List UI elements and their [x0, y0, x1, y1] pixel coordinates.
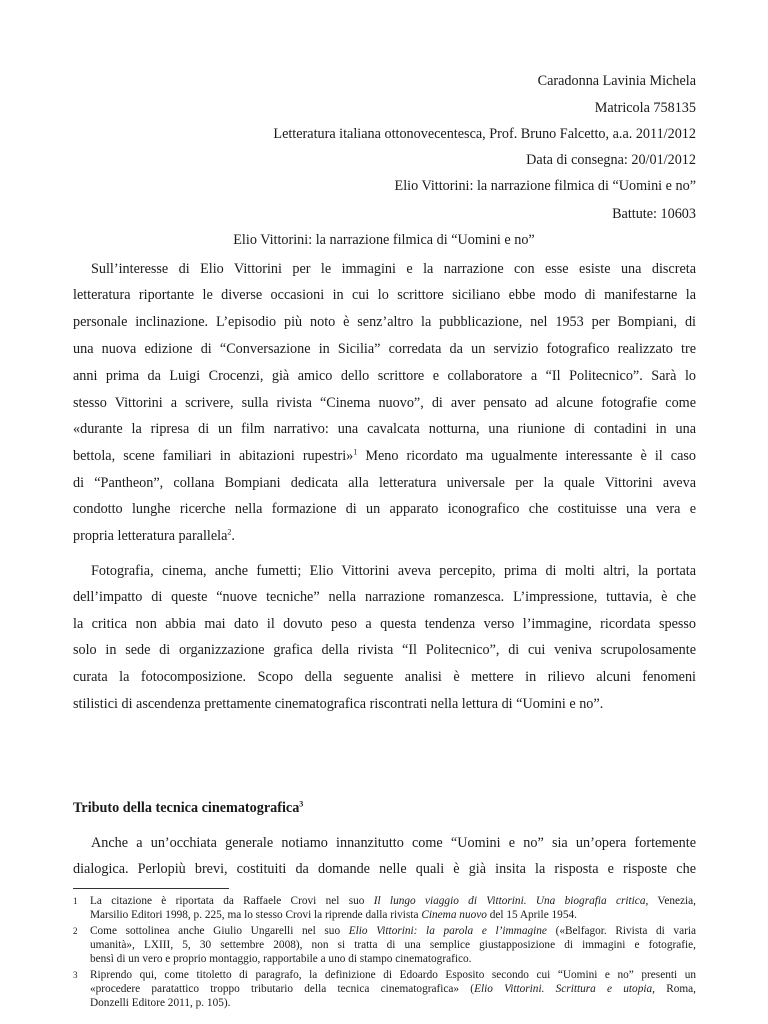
- text-line: la critica non abbia mai dato il dovuto peso a questa tendenza verso l’immagine, ricordata spesso: [73, 616, 696, 632]
- text-line: condotto lunghe ricerche nella formazione di un apparato iconografico che costituisse una vera e: [73, 501, 696, 517]
- character-count: Battute: 10603: [612, 206, 696, 222]
- text-line: «durante la ripresa di un film narrativo: una cavalcata notturna, una riunione di contadini in una: [73, 421, 696, 437]
- footnote-line: umanità», LXIII, 5, 30 settembre 2008), non si tratta di una semplice giustapposizione di immagini e fotografie,: [90, 939, 696, 951]
- text-line: stilistici di ascendenza prettamente cinematografica riscontrati nella lettura di “Uomini e no”.: [73, 696, 604, 712]
- footnote-number: 3: [73, 970, 78, 980]
- text-line: propria letteratura parallela$^2$.: [73, 527, 235, 544]
- author-name: Caradonna Lavinia Michela: [537, 73, 696, 89]
- footnote-separator: [73, 888, 229, 889]
- footnote-line: bensì di un vero e proprio montaggio, rapportabile a uno di stampo cinematografico.: [90, 953, 472, 965]
- footnote-line: Marsilio Editori 1998, p. 225, ma lo stesso Crovi la riprende dalla rivista Cinema nuovo del 15 Aprile 1954.: [90, 909, 577, 921]
- footnote-3: [73, 968, 696, 1012]
- subject-line: Elio Vittorini: la narrazione filmica di “Uomini e no”: [394, 178, 696, 194]
- footnote-number: 1: [73, 896, 78, 906]
- text-line: personale inclinazione. L’episodio più noto è senz’altro la pubblicazione, nel 1953 per Bompiani, di: [73, 314, 696, 330]
- footnote-line: Come sottolinea anche Giulio Ungarelli nel suo Elio Vittorini: la parola e l’immagine («Belfagor. Rivista di varia: [90, 925, 697, 937]
- text-line: anni prima da Luigi Crocenzi, già amico dello scrittore e collaboratore a “Il Politecnico”. Sarà lo: [73, 368, 696, 384]
- text-line: dialogica. Perlopiù brevi, costituiti da domande nelle quali è già insita la risposta e risposte che: [73, 861, 696, 877]
- footnote-ref-2[interactable]: 2: [227, 527, 232, 537]
- text-line: Fotografia, cinema, anche fumetti; Elio Vittorini aveva percepito, prima di molti altri, la portata: [91, 563, 696, 579]
- text-line: di “Pantheon”, collana Bompiani dedicata alla letteratura universale per la quale Vittorini aveva: [73, 475, 696, 491]
- footnote-ref-3[interactable]: 3: [299, 799, 304, 809]
- text-line: letteratura riportante le diverse occasioni in cui lo scrittore siciliano ebbe modo di manifestarne la: [73, 287, 696, 303]
- section-heading: Tributo della tecnica cinematografica$^3$: [73, 799, 304, 816]
- text-line: solo in sede di organizzazione grafica della rivista “Il Politecnico”, di cui veniva scrupolosamente: [73, 642, 696, 658]
- footnote-line: Riprendo qui, come titoletto di paragrafo, la definizione di Edoardo Esposito secondo cui “Uomini e no” presenti un: [90, 969, 696, 981]
- footnote-line: La citazione è riportata da Raffaele Crovi nel suo Il lungo viaggio di Vittorini. Una biografia critica, Venezia,: [90, 895, 696, 907]
- footnote-number: 2: [73, 926, 78, 936]
- course-info: Letteratura italiana ottonovecentesca, Prof. Bruno Falcetto, a.a. 2011/2012: [273, 126, 696, 142]
- document-title: Elio Vittorini: la narrazione filmica di “Uomini e no”: [233, 232, 535, 248]
- footnote-line: Donzelli Editore 2011, p. 105).: [90, 997, 231, 1009]
- text-line: una nuova edizione di “Conversazione in Sicilia” corredata da un servizio fotografico realizzato tre: [73, 341, 696, 357]
- text-line: Sull’interesse di Elio Vittorini per le immagini e la narrazione con esse esiste una discreta: [91, 261, 696, 277]
- student-id: Matricola 758135: [594, 100, 696, 116]
- text-line: stesso Vittorini a scrivere, sulla rivista “Cinema nuovo”, di aver pensato ad alcune fotografie come: [73, 395, 696, 411]
- footnote-1: [73, 894, 696, 924]
- text-line: dell’impatto di queste “nuove tecniche” nella narrazione romanzesca. L’impressione, tuttavia, è che: [73, 589, 696, 605]
- footnote-ref-1[interactable]: 1: [353, 447, 358, 457]
- footnote-line: «procedere paratattico troppo tributario della tecnica cinematografica» (Elio Vittorini. Scrittura e utopia, Roma,: [90, 983, 697, 995]
- text-line: bettola, scene familiari in abitazioni rupestri»$^1$ Meno ricordato ma ugualmente interessante è il caso: [73, 447, 696, 464]
- text-line: Anche a un’occhiata generale notiamo innanzitutto come “Uomini e no” sia un’opera fortemente: [91, 835, 696, 851]
- text-line: curata la fotocomposizione. Scopo della seguente analisi è mettere in rilievo alcuni fenomeni: [73, 669, 696, 685]
- delivery-date: Data di consegna: 20/01/2012: [526, 152, 696, 168]
- footnote-2: [73, 924, 696, 968]
